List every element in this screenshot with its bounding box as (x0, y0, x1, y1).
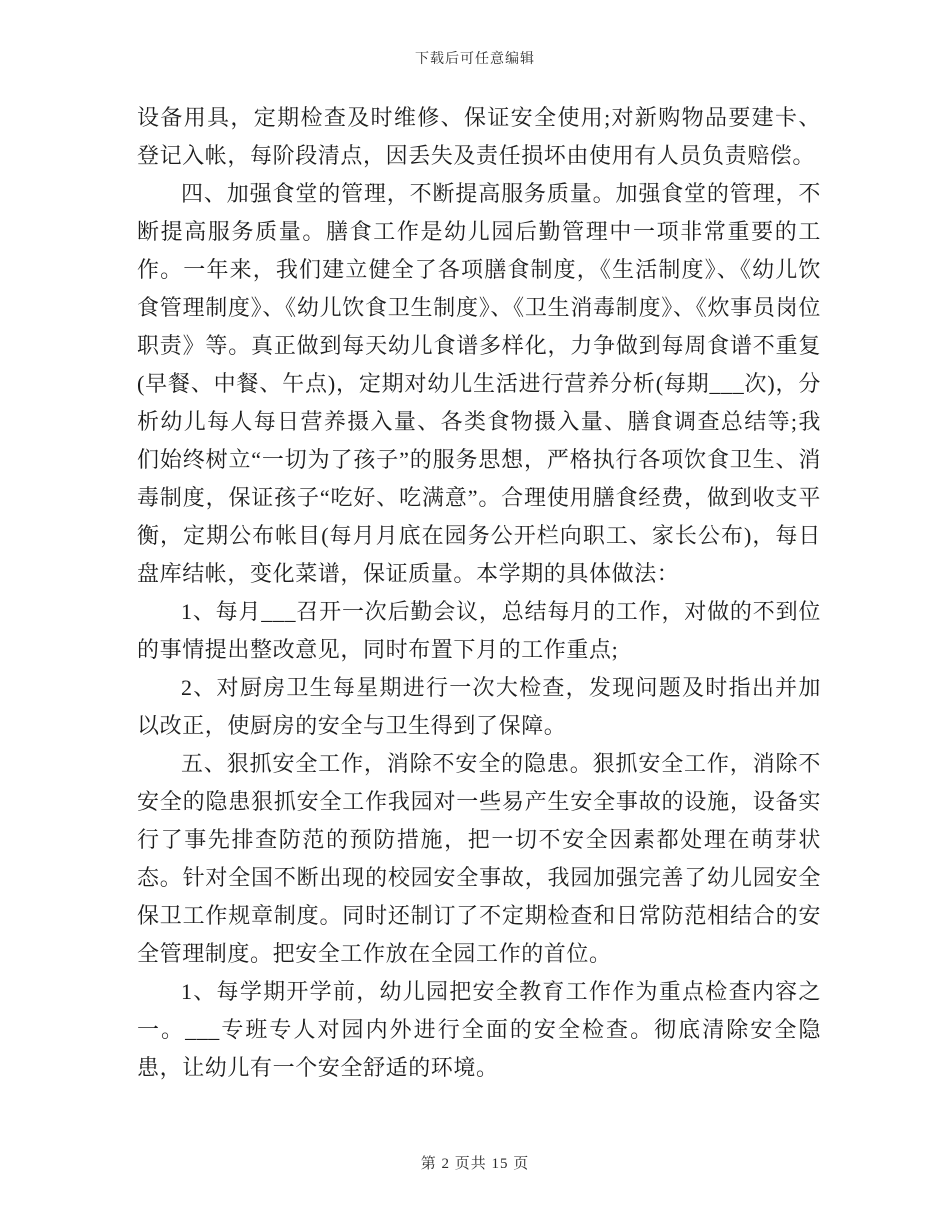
paragraph: 1、每月___召开一次后勤会议，总结每月的工作，对做的不到位的事情提出整改意见，同时布置下月的工作重点; (137, 599, 821, 662)
page-footer-pagination: 第 2 页共 15 页 (420, 1156, 530, 1172)
paragraph: 四、加强食堂的管理，不断提高服务质量。加强食堂的管理，不断提高服务质量。膳食工作是幼儿园后勤管理中一项非常重要的工作。一年来，我们建立健全了各项膳食制度，《生活制度》、《幼儿饮食管理制度》、《幼儿饮食卫生制度》、《卫生消毒制度》、《炊事员岗位职责》等。真正做到每天幼儿食谱多样化，力争做到每周食谱不重复(早餐、中餐、午点)，定期对幼儿生活进行营养分析(每期___次)，分析幼儿每人每日营养摄入量、各类食物摄入量、膳食调查总结等;我们始终树立“一切为了孩子”的服务思想，严格执行各项饮食卫生、消毒制度，保证孩子“吃好、吃满意”。合理使用膳食经费，做到收支平衡，定期公布帐目(每月月底在园务公开栏向职工、家长公布)，每日盘库结帐，变化菜谱，保证质量。本学期的具体做法： (137, 181, 821, 586)
paragraph: 1、每学期开学前，幼儿园把安全教育工作作为重点检查内容之一。___专班专人对园内外进行全面的安全检查。彻底清除安全隐患，让幼儿有一个安全舒适的环境。 (137, 979, 821, 1080)
document-body (137, 99, 821, 1087)
page-header-note: 下载后可任意编辑 (415, 52, 535, 67)
paragraph: 五、狠抓安全工作，消除不安全的隐患。狠抓安全工作，消除不安全的隐患狠抓安全工作我园对一些易产生安全事故的设施，设备实行了事先排查防范的预防措施，把一切不安全因素都处理在萌芽状态。针对全国不断出现的校园安全事故，我园加强完善了幼儿园安全保卫工作规章制度。同时还制订了不定期检查和日常防范相结合的安全管理制度。把安全工作放在全园工作的首位。 (137, 751, 821, 966)
paragraph: 设备用具，定期检查及时维修、保证安全使用;对新购物品要建卡、登记入帐，每阶段清点，因丢失及责任损坏由使用有人员负责赔偿。 (137, 105, 821, 168)
paragraph: 2、对厨房卫生每星期进行一次大检查，发现问题及时指出并加以改正，使厨房的安全与卫生得到了保障。 (137, 675, 821, 738)
